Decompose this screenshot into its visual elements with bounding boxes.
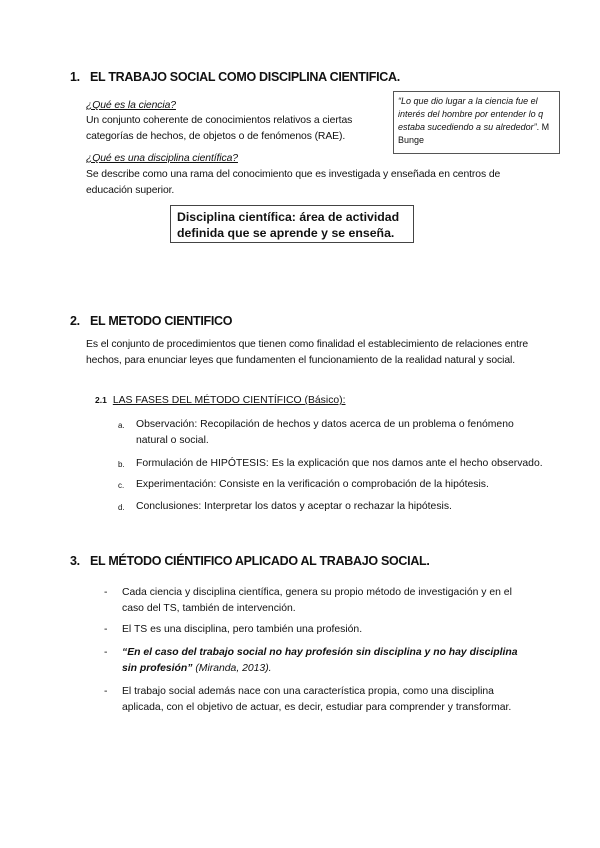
phase-item — [118, 499, 548, 515]
miranda-quote — [122, 645, 534, 676]
question-disciplina: ¿Qué es una disciplina científica? — [86, 153, 238, 164]
section-1-heading — [70, 70, 400, 84]
phases-subheading — [95, 395, 346, 406]
bullet-text: El trabajo social además nace con una característica propia, como una disciplina aplicada, con el objetivo de actuar, es decir, estudiar para comprender y transformar. — [122, 686, 512, 713]
phases-sub-number: 2.1 — [95, 395, 107, 405]
section-3-heading — [70, 554, 430, 568]
phase-marker: a. — [118, 421, 125, 430]
method-intro: Es el conjunto de procedimientos que tienen como finalidad el establecimiento de relaciones entre hechos, para enunciar leyes que fundamenten el funcionamiento de la realidad natural y social. — [86, 339, 528, 366]
section-2-heading — [70, 314, 232, 328]
section-3-number: 3. — [70, 554, 80, 568]
section-1-number: 1. — [70, 70, 80, 84]
answer-disciplina: Se describe como una rama del conocimiento que es investigada y enseñada en centros de educación superior. — [86, 169, 501, 196]
section-1-title: EL TRABAJO SOCIAL COMO DISCIPLINA CIENTIFICA. — [90, 70, 400, 84]
phase-text: Formulación de HIPÓTESIS: Es la explicación que nos damos ante el hecho observado. — [136, 458, 543, 469]
bullet-item — [104, 684, 534, 715]
phase-text: Experimentación: Consiste en la verificación o comprobación de la hipótesis. — [136, 479, 489, 490]
section-3-title: EL MÉTODO CIÉNTIFICO APLICADO AL TRABAJO SOCIAL. — [90, 554, 430, 568]
bunge-quote-box — [393, 91, 560, 154]
bullet-marker: - — [104, 686, 108, 697]
bunge-quote-author: . M Bunge — [398, 122, 550, 145]
phase-marker: c. — [118, 481, 125, 490]
bullet-text: Cada ciencia y disciplina científica, genera su propio método de investigación y en el caso del TS, también de intervención. — [122, 587, 512, 614]
miranda-quote-text: “En el caso del trabajo social no hay profesión sin disciplina y no hay disciplina sin profesión” — [122, 647, 518, 674]
bunge-quote-text: “Lo que dio lugar a la ciencia fue el interés del hombre por entender lo q estaba sucediendo a su alrededor” — [398, 96, 544, 132]
section-2-number: 2. — [70, 314, 80, 328]
bullet-marker: - — [104, 587, 108, 598]
bullet-item — [104, 645, 534, 676]
answer-ciencia: Un conjunto coherente de conocimientos relativos a ciertas categorías de hechos, de objetos o de fenómenos (RAE). — [86, 115, 353, 142]
question-ciencia: ¿Qué es la ciencia? — [86, 100, 176, 111]
definition-box: Disciplina científica: área de actividad definida que se aprende y se enseña. — [170, 205, 414, 243]
section-2-title: EL METODO CIENTIFICO — [90, 314, 233, 328]
bullet-item — [104, 585, 534, 616]
bullet-marker: - — [104, 624, 108, 635]
bullet-item — [104, 622, 534, 638]
phase-marker: b. — [118, 460, 125, 469]
phases-sub-title: LAS FASES DEL MÉTODO CIENTÍFICO (Básico): — [112, 395, 346, 406]
bullet-text: El TS es una disciplina, pero también una profesión. — [122, 624, 363, 635]
phase-text: Observación: Recopilación de hechos y datos acerca de un problema o fenómeno natural o social. — [136, 419, 514, 446]
phase-text: Conclusiones: Interpretar los datos y aceptar o rechazar la hipótesis. — [136, 501, 452, 512]
phase-item — [118, 417, 548, 448]
phase-item — [118, 456, 548, 472]
phase-item — [118, 477, 548, 493]
miranda-citation: (Miranda, 2013). — [192, 662, 272, 674]
phase-marker: d. — [118, 503, 125, 512]
bullet-marker: - — [104, 647, 108, 658]
